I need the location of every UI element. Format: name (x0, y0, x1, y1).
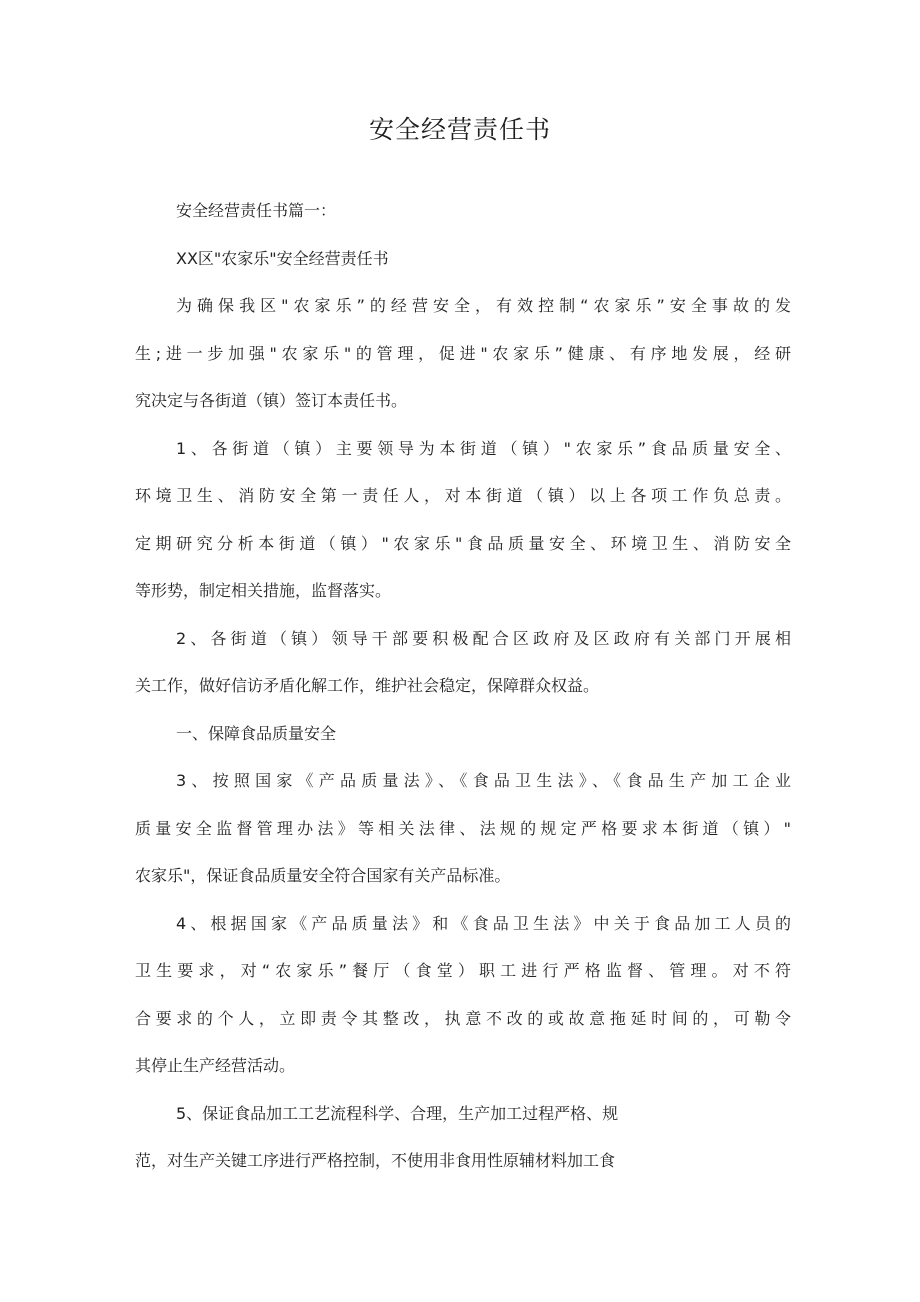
body-line: 定期研究分析本街道（镇）"农家乐"食品质量安全、环境卫生、消防安全 (135, 533, 791, 553)
body-line: 其停止生产经营活动。 (135, 1056, 296, 1075)
body-line: 究决定与各街道（镇）签订本责任书。 (135, 391, 408, 410)
body-line: 1、各街道（镇）主要领导为本街道（镇）"农家乐”食品质量安全、 (176, 438, 791, 458)
body-line: 等形势，制定相关措施，监督落实。 (135, 581, 392, 600)
body-line: 农家乐"，保证食品质量安全符合国家有关产品标准。 (135, 866, 511, 885)
body-line: 合要求的个人，立即责令其整改，执意不改的或故意拖延时间的，可勒令 (135, 1008, 791, 1028)
body-line: 为确保我区"农家乐”的经营安全，有效控制“农家乐”安全事故的发 (176, 296, 791, 315)
body-line: 环境卫生、消防安全第一责任人，对本街道（镇）以上各项工作负总责。 (135, 486, 791, 505)
body-line: 5、保证食品加工工艺流程科学、合理，生产加工过程严格、规 (176, 1103, 619, 1123)
body-line: 2、各街道（镇）领导干部要积极配合区政府及区政府有关部门开展相 (176, 628, 791, 648)
body-line: 质量安全监督管理办法》等相关法律、法规的规定严格要求本街道（镇）" (135, 818, 791, 838)
body-line: 范，对生产关键工序进行严格控制，不使用非食用性原辅材料加工食 (135, 1151, 616, 1170)
document-title: 安全经营责任书 (368, 115, 551, 144)
section-heading: 一、保障食品质量安全 (176, 723, 337, 743)
body-line: 4、根据国家《产品质量法》和《食品卫生法》中关于食品加工人员的 (176, 913, 791, 933)
body-line: 卫生要求，对“农家乐”餐厅（食堂）职工进行严格监督、管理。对不符 (135, 961, 791, 980)
body-line: XX区"农家乐"安全经营责任书 (176, 248, 389, 268)
body-line: 生;进一步加强"农家乐"的管理，促进"农家乐”健康、有序地发展，经研 (135, 343, 791, 363)
body-line: 关工作，做好信访矛盾化解工作，维护社会稳定，保障群众权益。 (135, 676, 600, 695)
body-line: 3、按照国家《产品质量法》、《食品卫生法》、《食品生产加工企业 (176, 771, 791, 790)
document-body (135, 198, 791, 1196)
body-line: 安全经营责任书篇一： (176, 201, 337, 220)
